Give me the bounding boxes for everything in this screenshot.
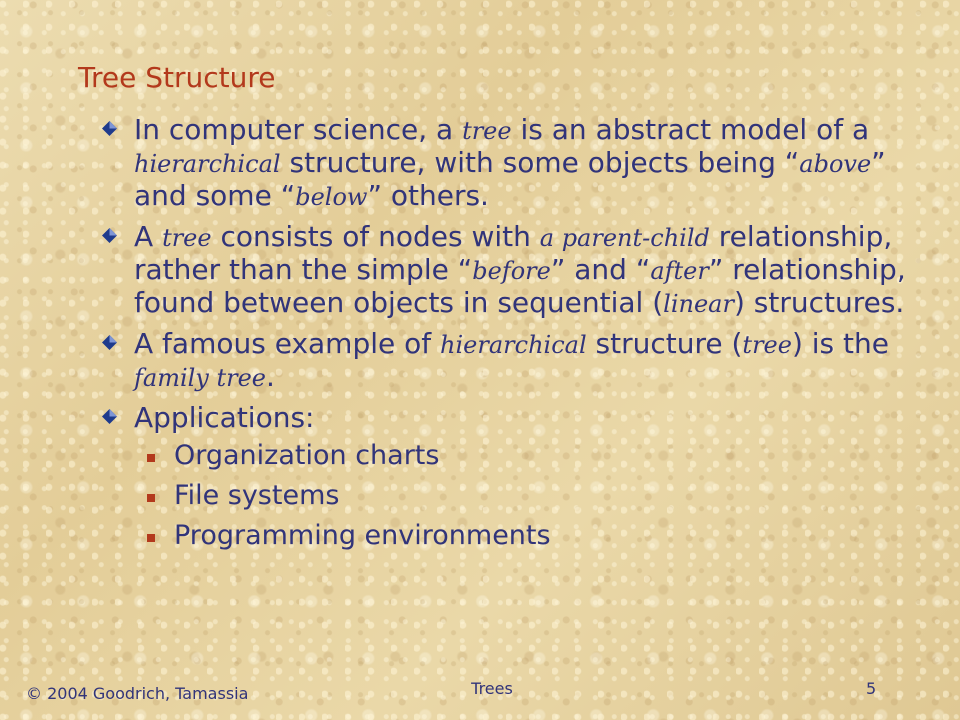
slide-title: Tree Structure — [78, 61, 276, 94]
bullet-text: consists of nodes with — [211, 220, 540, 253]
emphasis-term: tree — [162, 224, 212, 252]
page-number: 5 — [866, 679, 877, 698]
sub-item-text: File systems — [174, 480, 340, 511]
sub-list-item — [134, 440, 920, 472]
bullet-item — [100, 221, 920, 320]
bullet-item — [100, 328, 920, 394]
bullet-text: ) is the — [791, 327, 889, 360]
sub-list-item — [134, 480, 920, 512]
square-bullet-icon — [147, 534, 155, 542]
bullet-text: . — [266, 360, 275, 393]
emphasis-term: tree — [742, 331, 792, 359]
emphasis-term: hierarchical — [134, 150, 281, 178]
sub-item-text: Organization charts — [174, 440, 440, 471]
bullet-text: ) structures. — [733, 286, 905, 319]
bullet-text: ” others. — [367, 179, 489, 212]
emphasis-term: linear — [663, 290, 734, 318]
applications-list — [134, 440, 920, 552]
bullet-text: Applications: — [134, 401, 315, 434]
sub-item-text: Programming environments — [174, 520, 551, 551]
diamond-bullet-icon — [102, 335, 117, 350]
emphasis-term: before — [472, 257, 551, 285]
square-bullet-icon — [147, 494, 155, 502]
emphasis-term: above — [799, 150, 872, 178]
bullet-text: ” and some “ — [134, 146, 886, 212]
sub-list-item — [134, 520, 920, 552]
square-bullet-icon — [147, 454, 155, 462]
bullet-text: ” and “ — [550, 253, 651, 286]
bullet-text: A famous example of — [134, 327, 441, 360]
bullet-text: is an abstract model of a — [511, 113, 870, 146]
bullet-text: In computer science, a — [134, 113, 463, 146]
diamond-bullet-icon — [102, 228, 117, 243]
bullet-text: A — [134, 220, 163, 253]
diamond-bullet-icon — [102, 409, 117, 424]
bullet-text: structure, with some objects being “ — [280, 146, 800, 179]
footer-copyright: © 2004 Goodrich, Tamassia — [26, 684, 249, 703]
diamond-bullet-icon — [102, 121, 117, 136]
bullet-list — [100, 114, 920, 560]
emphasis-term: a parent-child — [539, 224, 710, 252]
emphasis-term: family tree — [134, 364, 267, 392]
bullet-text: ” relationship, found between objects in sequential ( — [134, 253, 906, 319]
footer-title: Trees — [471, 679, 513, 698]
emphasis-term: tree — [462, 117, 512, 145]
bullet-item — [100, 402, 920, 552]
bullet-text: relationship, rather than the simple “ — [134, 220, 893, 286]
emphasis-term: hierarchical — [440, 331, 587, 359]
emphasis-term: after — [650, 257, 709, 285]
bullet-text: structure ( — [586, 327, 743, 360]
bullet-item — [100, 114, 920, 213]
emphasis-term: below — [295, 183, 368, 211]
